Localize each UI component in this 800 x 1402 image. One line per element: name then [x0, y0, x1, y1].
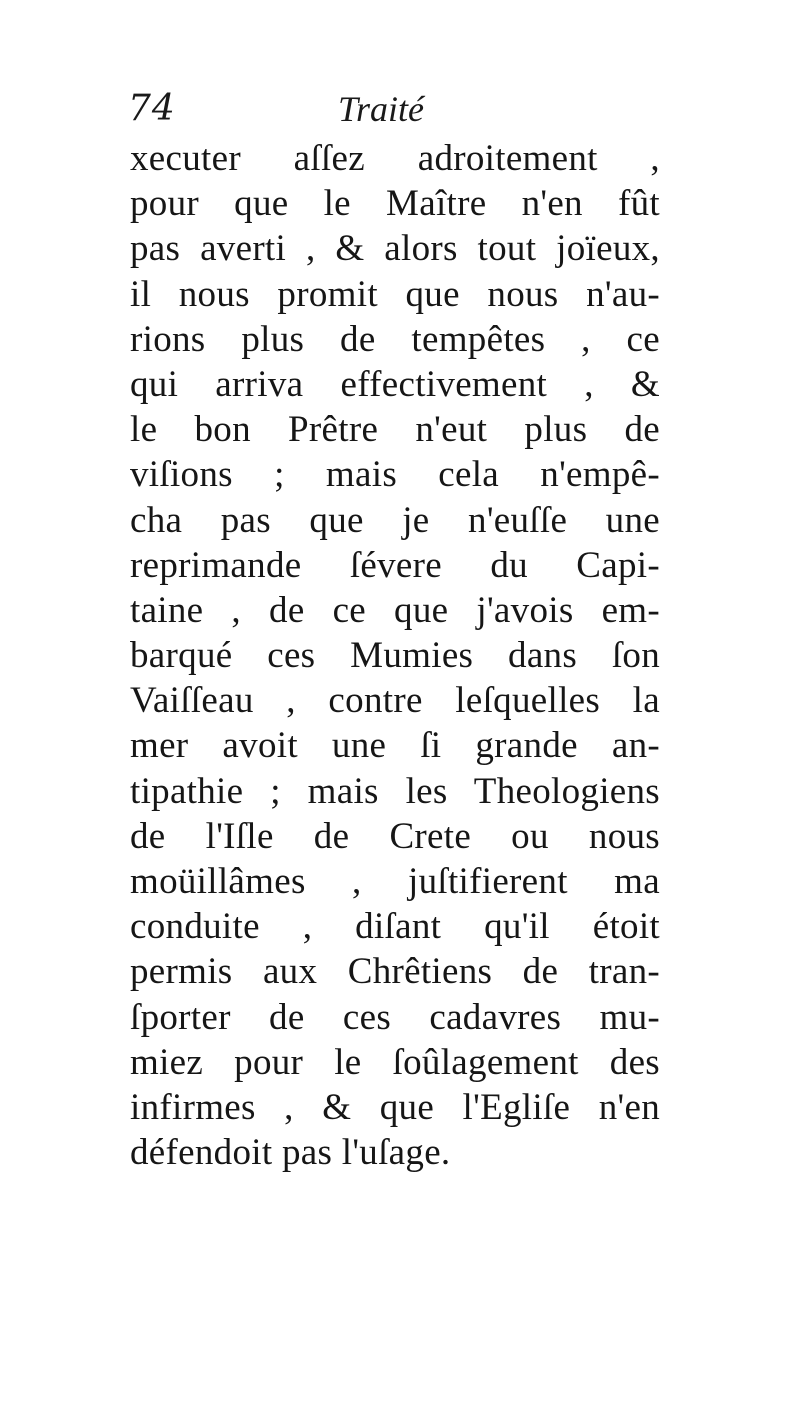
text-line: infirmes , & que l'Egliſe n'en — [130, 1086, 660, 1128]
text-line: rions plus de tempêtes , ce — [130, 318, 660, 360]
text-line: conduite , diſant qu'il étoit — [130, 906, 660, 948]
text-line: taine , de ce que j'avois em- — [130, 589, 660, 631]
text-line: pas averti , & alors tout joïeux, — [130, 228, 660, 270]
text-line: tipathie ; mais les Theologiens — [130, 770, 660, 812]
page-header — [128, 88, 668, 136]
text-line: miez pour le ſoûlagement des — [130, 1041, 660, 1083]
text-line: de l'Iſle de Crete ou nous — [130, 815, 660, 857]
body-text — [130, 136, 660, 1175]
text-line: barqué ces Mumies dans ſon — [130, 635, 660, 677]
text-line: qui arriva effectivement , & — [130, 363, 660, 405]
text-line: moüillâmes , juſtifierent ma — [130, 861, 660, 902]
text-line: défendoit pas l'uſage. — [130, 1132, 451, 1174]
text-line: ſporter de ces cadavres mu- — [130, 996, 660, 1038]
running-title: Traité — [338, 89, 425, 129]
page-number: 74 — [128, 88, 176, 129]
text-line: cha pas que je n'euſſe une — [130, 499, 660, 541]
text-line: permis aux Chrêtiens de tran- — [130, 951, 660, 993]
text-line: Vaiſſeau , contre leſquelles la — [130, 680, 660, 722]
text-line: il nous promit que nous n'au- — [130, 273, 660, 315]
text-line: viſions ; mais cela n'empê- — [130, 454, 660, 496]
text-line: le bon Prêtre n'eut plus de — [130, 409, 660, 451]
text-line: pour que le Maître n'en fût — [130, 183, 660, 225]
text-line: mer avoit une ſi grande an- — [130, 725, 660, 767]
text-line: reprimande ſévere du Capi- — [130, 544, 660, 586]
text-line: xecuter aſſez adroitement , — [130, 138, 660, 179]
